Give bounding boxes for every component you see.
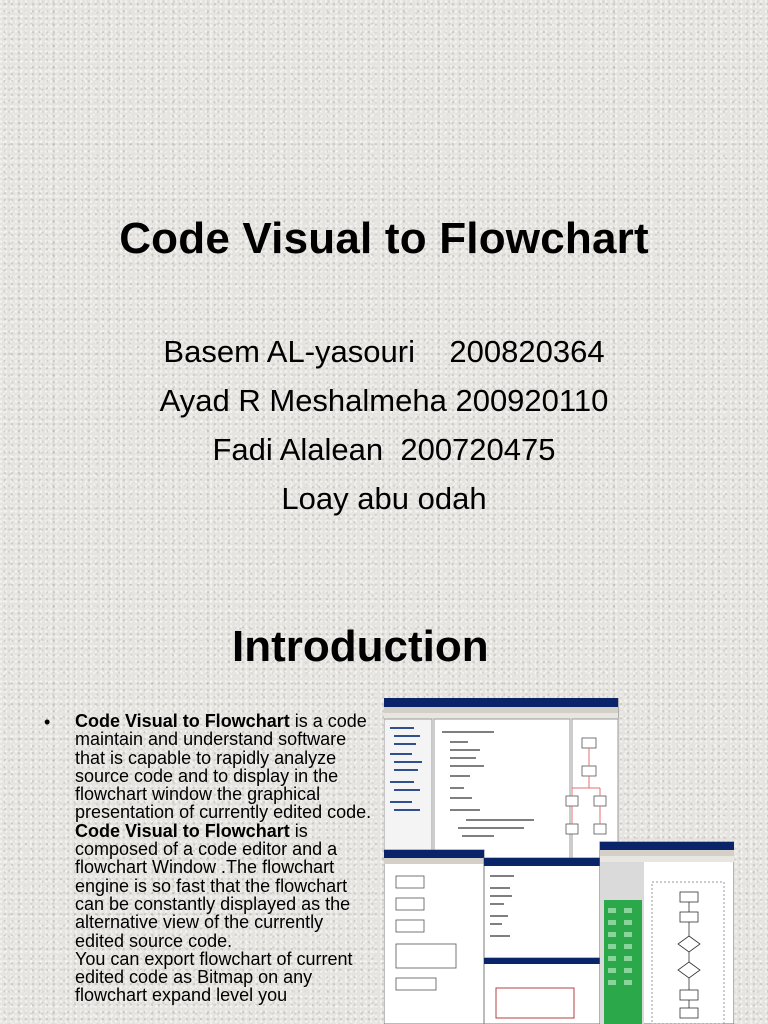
code-editor-window [384,698,618,868]
introduction-slide [0,560,768,1024]
slide-heading: Introduction [232,622,489,671]
author-line: Fadi Alalean 200720475 [212,432,556,467]
bullet-icon: • [44,712,51,732]
paragraph-text: is composed of a code editor and a flowchart Window .The flowchart engine is so fast that the flowchart can be constantly displayed as the alternative view of the currently edited source code. [75,820,351,951]
author-line: Basem AL-yasouri 200820364 [163,334,605,369]
bullet-text [75,712,375,1005]
paragraph-text: is a code maintain and understand software that is capable to rapidly analyze source code and to display in the flowchart window the graphical presentation of currently edited code. [75,711,372,823]
paragraph-bold: Code Visual to Flowchart [75,711,290,731]
application-screenshot [384,698,734,1024]
paragraph-bold: Code Visual to Flowchart [75,820,290,841]
code-view-window [384,850,606,1024]
paragraph-text: You can export flowchart of current edited code as Bitmap on any flowchart expand level you [75,948,353,1006]
author-line: Loay abu odah [281,481,487,516]
flowchart-window [600,842,734,1024]
author-line: Ayad R Meshalmeha 200920110 [159,383,609,418]
slide-title: Code Visual to Flowchart [119,214,649,263]
